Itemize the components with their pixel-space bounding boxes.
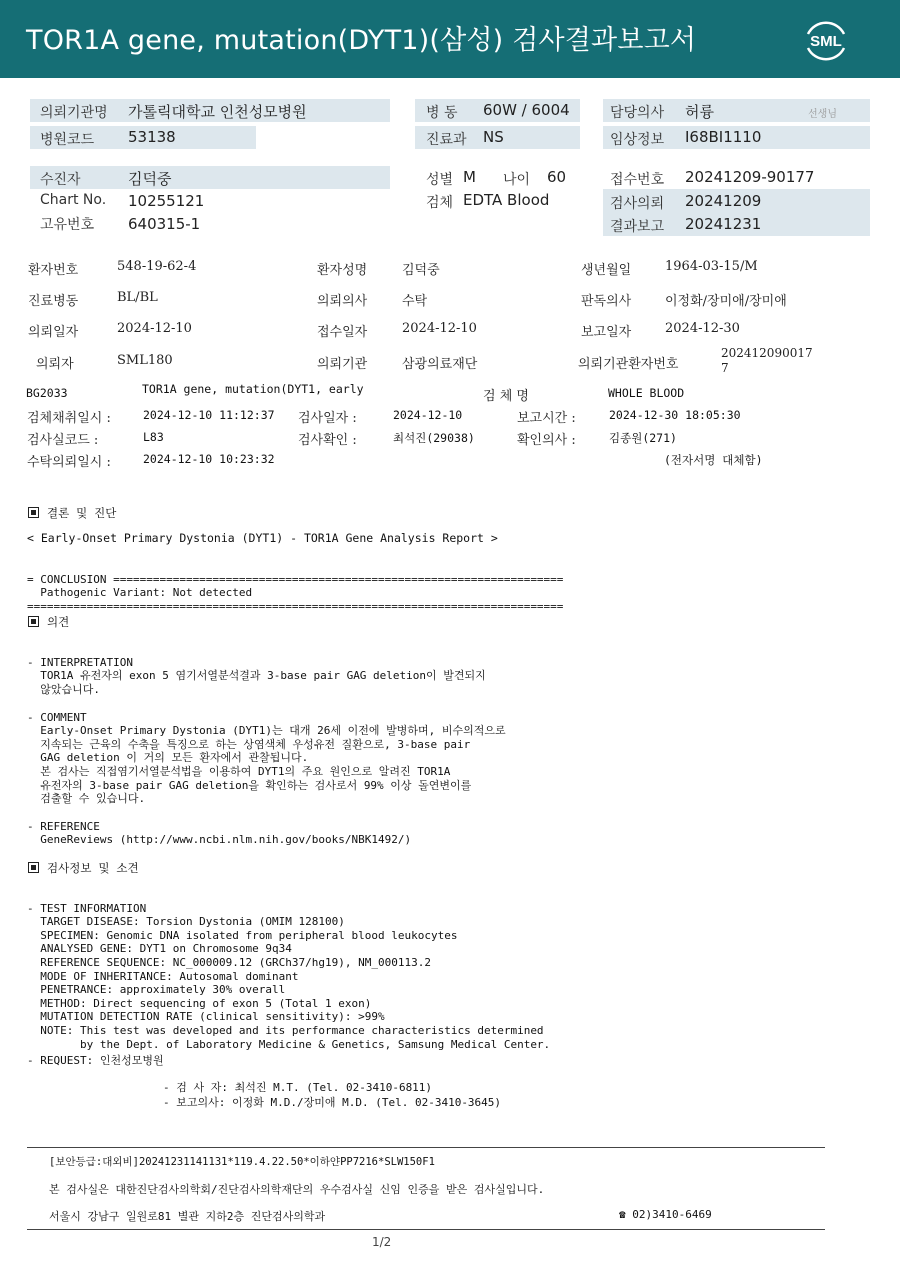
instpid-value-1: 202412090017 — [721, 346, 813, 360]
testinfo-line: SPECIMEN: Genomic DNA isolated from peripheral blood leukocytes — [27, 928, 458, 942]
section-opinion-heading — [28, 614, 69, 630]
testdate-value: 2024-12-10 — [393, 408, 463, 422]
reqdate-label: 의뢰일자 — [28, 325, 79, 340]
doctor-label: 담당의사 — [610, 105, 665, 121]
patient-value: 김덕중 — [128, 170, 172, 188]
reqdate-value: 2024-12-10 — [117, 321, 192, 336]
dept-value: NS — [483, 128, 504, 146]
age-label: 나이 — [503, 172, 531, 188]
section-conclusion-heading — [28, 505, 116, 521]
accept-value: 2024-12-10 10:23:32 — [143, 452, 275, 466]
age-value: 60 — [547, 168, 567, 186]
request-line: - REQUEST: 인천성모병원 — [27, 1054, 164, 1067]
confirm-label: 검사확인 : — [298, 433, 357, 448]
reqinst-label: 의뢰기관 — [317, 357, 368, 372]
interpretation-line: - INTERPRETATION — [27, 655, 133, 669]
reporttime-label: 보고시간 : — [517, 411, 576, 426]
doctor-value: 허륭 — [685, 103, 714, 121]
reference-block — [27, 806, 411, 847]
lab-label: 검사실코드 : — [27, 433, 99, 448]
footer-bottom-rule — [27, 1229, 825, 1230]
pid-label: 환자번호 — [28, 263, 79, 278]
doctor-suffix: 선생님 — [808, 109, 837, 120]
uid-label: 고유번호 — [40, 217, 95, 233]
comment-line: GAG deletion 이 거의 모든 환자에서 관찰됩니다. — [27, 751, 309, 765]
clinical-value: I68BI1110 — [685, 128, 762, 146]
req-label: 검사의뢰 — [610, 196, 665, 212]
report-header — [0, 0, 900, 78]
sex-label: 성별 — [426, 172, 454, 188]
reference-line: - REFERENCE — [27, 819, 100, 833]
recvdate-value: 2024-12-10 — [402, 321, 477, 336]
ward-label: 병 동 — [426, 105, 458, 121]
test-name: TOR1A gene, mutation(DYT1, early — [142, 382, 364, 396]
testinfo-line: REFERENCE SEQUENCE: NC_000009.12 (GRCh37/hg19), NM_000113.2 — [27, 955, 431, 969]
specimen-label: 검체 — [426, 195, 454, 211]
chart-label: Chart No. — [40, 192, 107, 208]
cert-line: 본 검사실은 대한진단검사의학회/진단검사의학재단의 우수검사실 신임 인증을 받은 검사실입니다. — [49, 1183, 545, 1196]
pid-value: 548-19-62-4 — [117, 259, 197, 274]
section-testinfo-title: 검사정보 및 소견 — [47, 861, 139, 875]
reportdoc-line: - 보고의사: 이정화 M.D./장미애 M.D. (Tel. 02-3410-3645) — [163, 1096, 502, 1109]
interpretation-line: TOR1A 유전자의 exon 5 염기서열분석결과 3-base pair GAG deletion이 발견되지 — [27, 669, 486, 683]
readdoc-label: 판독의사 — [581, 294, 632, 309]
tester-line: - 검 사 자: 최석진 M.T. (Tel. 02-3410-6811) — [163, 1081, 433, 1094]
testinfo-line: NOTE: This test was developed and its performance characteristics determined — [27, 1023, 544, 1037]
readdoc-value: 이정화/장미애/장미애 — [665, 294, 787, 309]
comment-line: 본 검사는 직접염기서열분석법을 이용하여 DYT1의 주요 원인으로 알려진 TOR1A — [27, 764, 451, 778]
pname-value: 김덕중 — [402, 263, 440, 278]
patient-label: 수진자 — [40, 172, 81, 188]
testinfo-line: PENETRANCE: approximately 30% overall — [27, 983, 286, 997]
interpretation-line: 않았습니다. — [27, 682, 100, 696]
testinfo-line: METHOD: Direct sequencing of exon 5 (Total 1 exon) — [27, 996, 372, 1010]
reqdoc-value: 수탁 — [402, 294, 428, 309]
testinfo-line: TARGET DISEASE: Torsion Dystonia (OMIM 128100) — [27, 915, 345, 929]
confirmdoc-value: 김종원(271) — [609, 431, 677, 445]
comment-line: - COMMENT — [27, 710, 87, 724]
comment-block — [27, 697, 506, 806]
square-bullet-icon — [28, 616, 39, 627]
test-information-block — [27, 888, 550, 1051]
detail-ward-value: BL/BL — [117, 290, 158, 305]
comment-line: 유전자의 3-base pair GAG deletion을 확인하는 검사로서 99% 이상 돌연변이를 — [27, 778, 472, 792]
footer-top-rule — [27, 1147, 825, 1148]
specname-label: 검 체 명 — [483, 389, 529, 404]
collect-value: 2024-12-10 11:12:37 — [143, 408, 275, 422]
dept-label: 진료과 — [426, 132, 467, 148]
requester-value: SML180 — [117, 353, 173, 368]
report-label: 결과보고 — [610, 219, 665, 235]
address-line: 서울시 강남구 일원로81 별관 지하2층 진단검사의학과 — [49, 1210, 326, 1223]
ward-value: 60W / 6004 — [483, 101, 570, 119]
recvdate-label: 접수일자 — [317, 325, 368, 340]
report-value: 20241231 — [685, 215, 762, 233]
phone-line: ☎ 02)3410-6469 — [619, 1208, 712, 1221]
instpid-value-2: 7 — [721, 361, 729, 375]
hospcode-label: 병원코드 — [40, 132, 95, 148]
reqdoc-label: 의뢰의사 — [317, 294, 368, 309]
security-line: [보안등급:대외비]20241231141131*119.4.22.50*이하얀PP7216*SLW150F1 — [49, 1156, 435, 1168]
esign-note: (전자서명 대체함) — [664, 453, 763, 467]
section-conclusion-title: 결론 및 진단 — [47, 506, 117, 520]
section-opinion-title: 의견 — [47, 615, 70, 629]
report-title: TOR1A gene, mutation(DYT1)(삼성) 검사결과보고서 — [26, 25, 697, 56]
sex-value: M — [463, 168, 476, 186]
patient-box — [30, 166, 390, 189]
square-bullet-icon — [28, 862, 39, 873]
section-testinfo-heading — [28, 860, 139, 876]
recv-value: 20241209-90177 — [685, 168, 815, 186]
testinfo-line: - TEST INFORMATION — [27, 901, 147, 915]
square-bullet-icon — [28, 507, 39, 518]
pname-label: 환자성명 — [317, 263, 368, 278]
sml-logo — [800, 14, 852, 64]
requester-label: 의뢰자 — [36, 357, 74, 372]
specimen-value: EDTA Blood — [463, 191, 550, 209]
comment-line: 지속되는 근육의 수축을 특징으로 하는 상염색체 우성유전 질환으로, 3-base pair — [27, 737, 471, 751]
accept-label: 수탁의뢰일시 : — [27, 455, 111, 470]
instpid-label: 의뢰기관환자번호 — [578, 357, 679, 372]
collect-label: 검체채취일시 : — [27, 411, 111, 426]
conclusion-line: Pathogenic Variant: Not detected — [27, 586, 253, 600]
hospcode-value: 53138 — [128, 128, 176, 146]
reqinst-value: 삼광의료재단 — [402, 357, 478, 372]
testdate-label: 검사일자 : — [298, 411, 357, 426]
conclusion-line: ================================================================================= — [27, 599, 564, 613]
confirmdoc-label: 확인의사 : — [517, 433, 576, 448]
inst-label: 의뢰기관명 — [40, 105, 108, 121]
detail-ward-label: 진료병동 — [28, 294, 79, 309]
uid-value: 640315-1 — [128, 215, 201, 233]
testinfo-line: by the Dept. of Laboratory Medicine & Genetics, Samsung Medical Center. — [27, 1037, 551, 1051]
page-number: 1/2 — [372, 1235, 392, 1249]
comment-line: Early-Onset Primary Dystonia (DYT1)는 대개 26세 이전에 발병하며, 비수의적으로 — [27, 724, 506, 738]
confirm-value: 최석진(29038) — [393, 431, 475, 445]
testinfo-line: ANALYSED GENE: DYT1 on Chromosome 9q34 — [27, 942, 292, 956]
comment-line: 검출할 수 있습니다. — [27, 792, 146, 806]
inst-value: 가톨릭대학교 인천성모병원 — [128, 103, 307, 121]
test-code: BG2033 — [26, 386, 68, 400]
dob-value: 1964-03-15/M — [665, 259, 758, 274]
recv-label: 접수번호 — [610, 172, 665, 188]
reporttime-value: 2024-12-30 18:05:30 — [609, 408, 741, 422]
interpretation-block — [27, 642, 486, 696]
req-value: 20241209 — [685, 192, 762, 210]
testinfo-line: MUTATION DETECTION RATE (clinical sensitivity): >99% — [27, 1010, 385, 1024]
conclusion-line: = CONCLUSION ==================================================================== — [27, 572, 564, 586]
testinfo-line: MODE OF INHERITANCE: Autosomal dominant — [27, 969, 299, 983]
reference-link[interactable]: GeneReviews (http://www.ncbi.nlm.nih.gov/books/NBK1492/) — [27, 833, 412, 847]
lab-value: L83 — [143, 430, 164, 444]
dob-label: 생년월일 — [581, 263, 632, 278]
sml-logo-text: SML — [810, 33, 842, 50]
specname-value: WHOLE BLOOD — [608, 386, 685, 400]
clinical-label: 임상정보 — [610, 132, 665, 148]
chart-value: 10255121 — [128, 192, 205, 210]
conclusion-block — [27, 559, 563, 613]
report-heading: < Early-Onset Primary Dystonia (DYT1) - TOR1A Gene Analysis Report > — [27, 531, 498, 545]
repdate-label: 보고일자 — [581, 325, 632, 340]
repdate-value: 2024-12-30 — [665, 321, 740, 336]
